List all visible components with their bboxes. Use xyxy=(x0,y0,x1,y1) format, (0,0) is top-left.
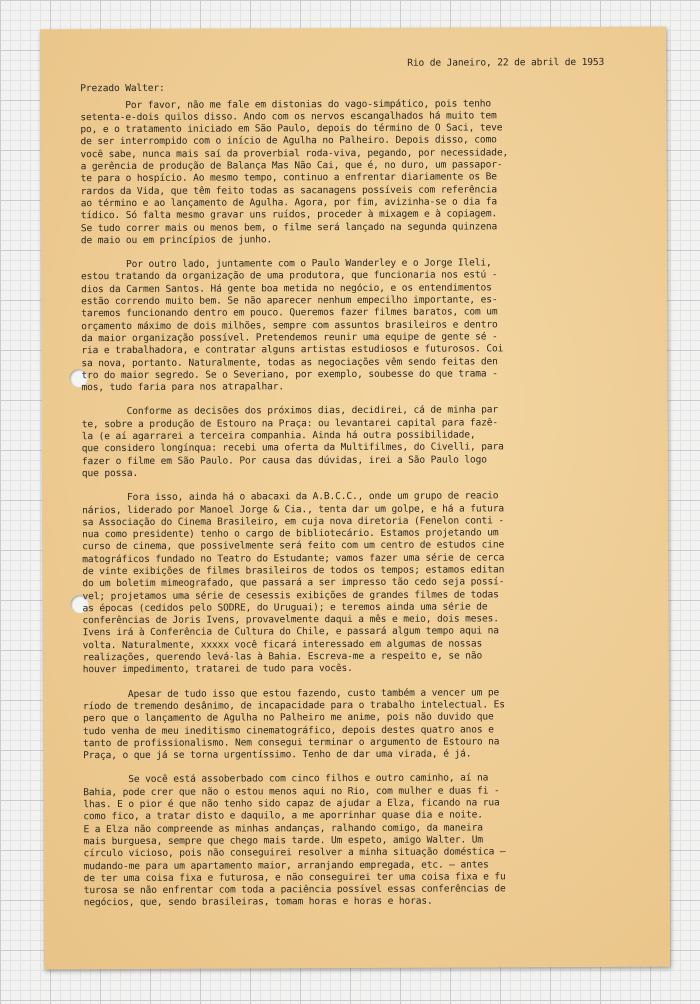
text-line: Ivens irá à Conferência de Cultura do Chile, e passará algum tempo aqui na xyxy=(82,625,499,639)
text-line: Por favor, não me fale em distonias do vago-simpático, pois tenho xyxy=(80,97,492,111)
text-line: ria e trabalhadora, e contratar alguns artistas estudiosos e futurosos. Coi xyxy=(81,343,504,357)
paragraph xyxy=(81,257,634,395)
paragraph xyxy=(82,490,635,677)
text-line: de ter uma coisa fixa e futurosa, e não conseguirei ter uma coisa fixa e fu xyxy=(83,871,506,884)
paragraph xyxy=(82,404,634,480)
text-line: curso de cinema, que possivelmente será feito com um centro de estudos cine xyxy=(82,539,505,553)
text-line: de vinte exibições de filmes brasileiros de todos os tempos; estamos editan xyxy=(82,564,505,578)
text-line: círculo vicioso, pois não conseguirei resolver a minha situação doméstica — xyxy=(83,846,506,860)
text-line: ríodo de tremendo desânimo, de incapacidade para o trabalho intelectual. Es xyxy=(82,699,505,713)
letter-salutation: Prezado Walter: xyxy=(80,83,165,95)
text-line: negócios, que, sendo brasileiras, tomam horas e horas e horas. xyxy=(83,896,433,909)
text-line: rardos da Vida, que têm feito todas as sacanagens possíveis com referência xyxy=(80,184,498,197)
text-line: nários, liderado por Manoel Jorge & Cia., tenta dar um golpe, e há a futura xyxy=(82,502,505,516)
text-line: as épocas (cedidos pelo SODRE, do Uruguai); e teremos ainda uma série de xyxy=(82,601,488,615)
text-line: volta. Naturalmente, xxxxx você ficará interessado em algumas de nossas xyxy=(82,638,483,651)
text-line: mos, tudo faria para nos atrapalhar. xyxy=(81,381,285,394)
text-line: vel; projetamos uma série de cesessis exibições de grandes filmes de todas xyxy=(82,588,499,602)
paragraph xyxy=(83,686,635,762)
text-line: Por outro lado, juntamente com o Paulo Wanderley e o Jorge Ileli, xyxy=(80,257,492,271)
text-line: de maio ou em princípios de junho. xyxy=(80,234,273,247)
text-line: tudo venha de meu ineditismo cinematográfico, depois destes quatro anos e xyxy=(82,723,494,737)
text-line: que possa. xyxy=(81,467,139,480)
text-line: lhas. E o pior é que não tenho sido capaz de ajudar a Elza, ficando na rua xyxy=(83,797,500,811)
text-line: mudando-me para um apartamento maior, arranjando empregada, etc. — antes xyxy=(83,858,489,872)
text-line: a gerência de produção de Balança Mas Não Cai, que é, no duro, um passapor- xyxy=(80,159,503,173)
text-line: estão correndo muito bem. Se não aparecer nenhum empecilho importante, es- xyxy=(81,294,498,308)
letter-sheet xyxy=(40,27,670,970)
text-line: te, sobre a produção de Estouro na Praça: ou levantarei capital para fazê- xyxy=(81,417,499,430)
text-line: houver impedimento, tratarei de tudo para vocês. xyxy=(82,663,353,676)
text-line: pero que o lançamento de Agulha no Palheiro me anime, pois não duvido que xyxy=(82,711,494,725)
text-line: realizações, querendo levá-las à Bahia. Escreva-me a respeito e, se não xyxy=(82,650,483,664)
text-line: da maior organização possível. Pretendemos reunir uma equipe de gente sé - xyxy=(81,331,498,345)
letter-date: Rio de Janeiro, 22 de abril de 1953 xyxy=(407,56,605,69)
text-line: te para o hospício. Ao mesmo tempo, continuo a enfrentar diariamente os Be xyxy=(80,171,497,185)
text-line: orçamento máximo de dois milhões, sempre com assuntos brasileiros e dentro xyxy=(81,319,498,332)
text-line: nua como presidente) tenho o cargo de bibliotecário. Estamos projetando um xyxy=(82,527,499,541)
text-line: E a Elza não compreende as minhas andanças, ralhando comigo, da maneira xyxy=(83,822,483,835)
letter-body xyxy=(80,57,636,910)
text-line: taremos funcionando dentro em pouco. Queremos fazer filmes baratos, com um xyxy=(81,306,498,320)
text-line: po, e o tratamento iniciado em São Paulo, depois do término de O Saci, teve xyxy=(80,122,503,136)
text-line: Se tudo correr mais ou menos bem, o filme será lançado na segunda quinzena xyxy=(80,220,498,234)
text-line: Bahia, pode crer que não o estou menos aqui no Rio, com mulher e duas fi - xyxy=(83,785,500,798)
text-line: Fora isso, ainda há o abacaxi da A.B.C.C., onde um grupo de reacio xyxy=(81,490,499,504)
text-line: você sabe, nunca mais saí da proverbial roda-viva, pegando, por necessidade, xyxy=(80,147,509,160)
text-line: estou tratando da organização de uma produtora, que funcionaria nos estú - xyxy=(81,269,498,283)
text-line: ao término e ao lançamento de Agulha. Agora, por fim, avizinha-se o dia fa xyxy=(80,196,498,210)
text-line: Praça, o que já se torna urgentíssimo. Tenho de dar uma virada, é já. xyxy=(83,748,472,762)
text-line: de ser interrompido com o início de Agulha no Palheiro. Depois disso, como xyxy=(80,134,497,148)
text-line: sa Associação do Cinema Brasileiro, em cuja nova diretoria (Fenelon conti - xyxy=(82,515,505,528)
text-line: fazer o filme em São Paulo. Por causa das dúvidas, irei a São Paulo logo xyxy=(81,454,487,467)
text-line: tídico. Só falta mesmo gravar uns ruídos, proceder à mixagem e à copiagem. xyxy=(80,208,498,222)
letter-paragraphs xyxy=(80,97,636,910)
text-line: sa nova, portanto. Naturalmente, todas as negociações vêm sendo feitas den xyxy=(81,355,498,369)
text-line: tro do maior segredo. Se o Severiano, por exemplo, soubesse do que trama - xyxy=(81,368,498,382)
text-line: que considero longínqua: recebi uma oferta da Multifilmes, do Civelli, para xyxy=(81,441,504,455)
text-line: Apesar de tudo isso que estou fazendo, custo também a vencer um pe xyxy=(82,687,500,700)
text-line: como fico, a tratar disto e daquilo, a me aporrinhar quase dia e noite. xyxy=(83,809,483,823)
text-line: Se você está assoberbado com cinco filhos e outro caminho, aí na xyxy=(83,772,489,786)
text-line: tanto de profissionalismo. Nem consegui terminar o argumento de Estouro na xyxy=(83,736,500,750)
paragraph xyxy=(83,772,636,910)
text-line: turosa se não enfrentar com toda a paciência possível essas conferências de xyxy=(83,883,506,897)
text-line: setenta-e-dois quilos disso. Ando com os nervos escangalhados há muito tem xyxy=(80,110,497,124)
text-line: do um boletim mimeografado, que passará a ser impresso tão cedo seja possí- xyxy=(82,576,505,590)
text-line: la (e aí agarrarei a terceira companhia. Ainda há outra possibilidade, xyxy=(81,429,476,443)
text-line: matográficos fundado no Teatro do Estudante; vamos fazer uma série de cerca xyxy=(82,552,505,565)
text-line: mais burguesa, sempre que chego mais tarde. Um espeto, amigo Walter. Um xyxy=(83,834,483,848)
text-line: Conforme as decisões dos próximos dias, decidirei, cá de minha par xyxy=(81,404,498,418)
text-line: dios da Carmen Santos. Há gente boa metida no negócio, e os entendimentos xyxy=(81,282,492,295)
text-line: conferências de Joris Ivens, provavelmente daqui a mês e meio, dois meses. xyxy=(82,613,499,627)
paragraph xyxy=(80,97,633,247)
